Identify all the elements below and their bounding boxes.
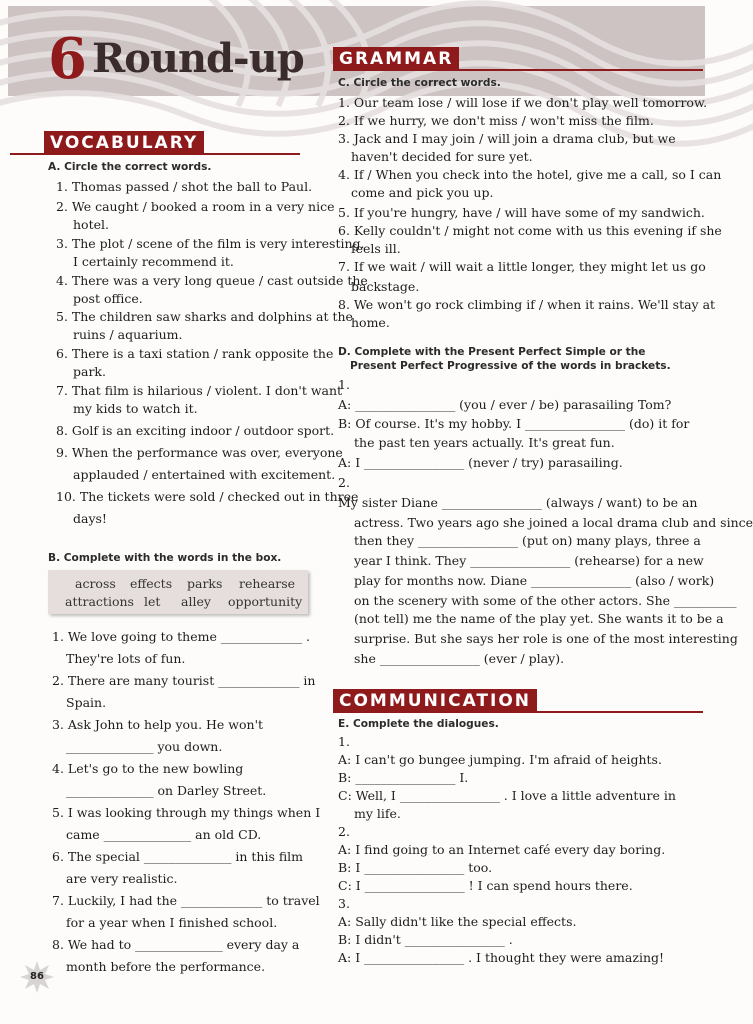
text-line: 3. Jack and I may join / will join a drama club, but we bbox=[338, 131, 676, 146]
text-line: 1. Thomas passed / shot the ball to Paul. bbox=[56, 179, 313, 194]
text-line: 8. Golf is an exciting indoor / outdoor sport. bbox=[56, 423, 335, 438]
text-line: 2. We caught / booked a room in a very nice bbox=[56, 199, 335, 214]
exercise-c-title: C. Circle the correct words. bbox=[338, 77, 501, 89]
word-box-item: attractions bbox=[65, 594, 134, 609]
text-line: 1. bbox=[338, 734, 350, 749]
text-line: Spain. bbox=[66, 695, 107, 710]
text-line: year I think. They ________________ (rehearse) for a new bbox=[354, 553, 704, 568]
text-line: 7. If we wait / will wait a little longer, they might let us go bbox=[338, 259, 706, 274]
grammar-tab: GRAMMAR bbox=[333, 47, 459, 71]
communication-heading bbox=[333, 689, 705, 715]
text-line: come and pick you up. bbox=[351, 185, 494, 200]
text-line: My sister Diane ________________ (always / want) to be an bbox=[338, 495, 698, 510]
text-line: 3. bbox=[338, 896, 350, 911]
text-line: 7. That film is hilarious / violent. I don't want bbox=[56, 383, 343, 398]
text-line: 2. If we hurry, we don't miss / won't miss the film. bbox=[338, 113, 654, 128]
exercise-d-title-cont: Present Perfect Progressive of the words in brackets. bbox=[350, 360, 671, 372]
text-line: month before the performance. bbox=[66, 959, 266, 974]
grammar-heading bbox=[333, 47, 705, 73]
text-line: 5. If you're hungry, have / will have some of my sandwich. bbox=[338, 205, 705, 220]
page-number: 86 bbox=[30, 971, 44, 982]
word-box-item: parks bbox=[187, 576, 223, 591]
text-line: 6. Kelly couldn't / might not come with us this evening if she bbox=[338, 223, 722, 238]
text-line: my kids to watch it. bbox=[73, 401, 198, 416]
text-line: A: Sally didn't like the special effects. bbox=[338, 914, 577, 929]
text-line: (not tell) me the name of the play yet. She wants it to be a bbox=[354, 611, 724, 626]
text-line: B: I didn't ________________ . bbox=[338, 932, 513, 947]
text-line: C: I ________________ ! I can spend hours there. bbox=[338, 878, 633, 893]
vocabulary-heading bbox=[44, 131, 334, 157]
text-line: 9. When the performance was over, everyone bbox=[56, 445, 343, 460]
text-line: surprise. But she says her role is one of the most interesting bbox=[354, 631, 738, 646]
vocabulary-rule bbox=[10, 153, 300, 155]
exercise-a-title: A. Circle the correct words. bbox=[48, 161, 212, 173]
text-line: 4. There was a very long queue / cast outside the bbox=[56, 273, 368, 288]
text-line: she ________________ (ever / play). bbox=[354, 651, 565, 666]
text-line: 8. We had to ______________ every day a bbox=[52, 937, 300, 952]
text-line: applauded / entertained with excitement. bbox=[73, 467, 336, 482]
text-line: 8. We won't go rock climbing if / when it rains. We'll stay at bbox=[338, 297, 716, 312]
text-line: A: ________________ (you / ever / be) parasailing Tom? bbox=[338, 397, 672, 412]
text-line: B: Of course. It's my hobby. I ________________ (do) it for bbox=[338, 416, 690, 431]
text-line: haven't decided for sure yet. bbox=[351, 149, 533, 164]
text-line: actress. Two years ago she joined a local drama club and since bbox=[354, 515, 753, 530]
text-line: came ______________ an old CD. bbox=[66, 827, 262, 842]
text-line: 4. If / When you check into the hotel, give me a call, so I can bbox=[338, 167, 722, 182]
text-line: 5. I was looking through my things when I bbox=[52, 805, 321, 820]
text-line: are very realistic. bbox=[66, 871, 178, 886]
text-line: A: I ________________ . I thought they were amazing! bbox=[338, 950, 665, 965]
text-line: A: I find going to an Internet café every day boring. bbox=[338, 842, 666, 857]
text-line: 2. There are many tourist _____________ in bbox=[52, 673, 316, 688]
grammar-rule bbox=[333, 69, 703, 71]
text-line: 10. The tickets were sold / checked out in three bbox=[56, 489, 359, 504]
communication-tab: COMMUNICATION bbox=[333, 689, 537, 713]
word-box bbox=[48, 570, 308, 614]
unit-title bbox=[48, 20, 304, 92]
text-line: B: I ________________ too. bbox=[338, 860, 493, 875]
text-line: ruins / aquarium. bbox=[73, 327, 183, 342]
text-line: home. bbox=[351, 315, 390, 330]
page-number-badge bbox=[20, 960, 54, 994]
text-line: on the scenery with some of the other actors. She __________ bbox=[354, 593, 737, 608]
exercise-b-title: B. Complete with the words in the box. bbox=[48, 552, 282, 564]
text-line: 1. Our team lose / will lose if we don't play well tomorrow. bbox=[338, 95, 708, 110]
text-line: for a year when I finished school. bbox=[66, 915, 278, 930]
text-line: 5. The children saw sharks and dolphins at the bbox=[56, 309, 353, 324]
text-line: 2. bbox=[338, 475, 350, 490]
text-line: hotel. bbox=[73, 217, 109, 232]
text-line: A: I can't go bungee jumping. I'm afraid of heights. bbox=[338, 752, 662, 767]
word-box-item: opportunity bbox=[228, 594, 303, 609]
text-line: 7. Luckily, I had the _____________ to travel bbox=[52, 893, 320, 908]
word-box-item: let bbox=[144, 594, 161, 609]
text-line: 1. We love going to theme _____________ . bbox=[52, 629, 311, 644]
text-line: A: I ________________ (never / try) parasailing. bbox=[338, 455, 623, 470]
text-line: feels ill. bbox=[351, 241, 401, 256]
text-line: my life. bbox=[354, 806, 401, 821]
unit-number: 6 bbox=[48, 26, 86, 92]
text-line: 1. bbox=[338, 377, 350, 392]
text-line: backstage. bbox=[351, 279, 420, 294]
text-line: 3. Ask John to help you. He won't bbox=[52, 717, 264, 732]
text-line: I certainly recommend it. bbox=[73, 254, 234, 269]
text-line: 2. bbox=[338, 824, 350, 839]
text-line: the past ten years actually. It's great fun. bbox=[354, 435, 615, 450]
text-line: park. bbox=[73, 364, 106, 379]
text-line: 6. There is a taxi station / rank opposite the bbox=[56, 346, 334, 361]
word-box-item: rehearse bbox=[239, 576, 296, 591]
word-box-item: effects bbox=[130, 576, 173, 591]
text-line: ______________ you down. bbox=[66, 739, 223, 754]
exercise-e-title: E. Complete the dialogues. bbox=[338, 718, 499, 730]
word-box-item: alley bbox=[181, 594, 211, 609]
vocabulary-tab: VOCABULARY bbox=[44, 131, 204, 155]
text-line: 3. The plot / scene of the film is very interesting. bbox=[56, 236, 365, 251]
unit-title-text: Round-up bbox=[91, 35, 304, 82]
text-line: then they ________________ (put on) many plays, three a bbox=[354, 533, 701, 548]
text-line: B: ________________ I. bbox=[338, 770, 469, 785]
word-box-item: across bbox=[75, 576, 116, 591]
text-line: C: Well, I ________________ . I love a little adventure in bbox=[338, 788, 676, 803]
text-line: play for months now. Diane ________________ (also / work) bbox=[354, 573, 715, 588]
text-line: 6. The special ______________ in this film bbox=[52, 849, 304, 864]
text-line: They're lots of fun. bbox=[66, 651, 186, 666]
text-line: ______________ on Darley Street. bbox=[66, 783, 267, 798]
communication-rule bbox=[333, 711, 703, 713]
text-line: post office. bbox=[73, 291, 143, 306]
text-line: days! bbox=[73, 511, 107, 526]
text-line: 4. Let's go to the new bowling bbox=[52, 761, 244, 776]
exercise-d-title: D. Complete with the Present Perfect Simple or the bbox=[338, 346, 646, 358]
